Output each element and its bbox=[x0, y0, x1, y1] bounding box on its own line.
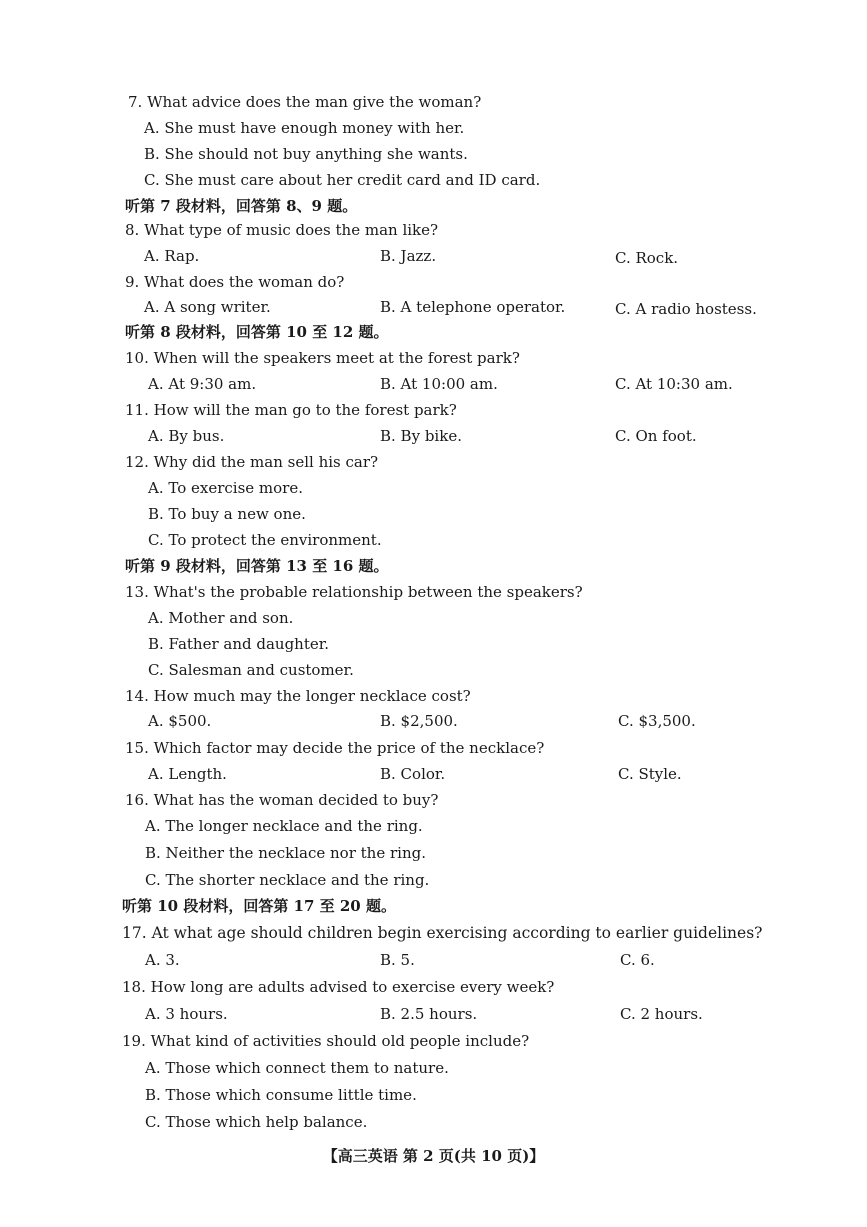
question-stem: 7. What advice does the man give the woman? bbox=[128, 93, 482, 111]
question-stem: 10. When will the speakers meet at the forest park? bbox=[125, 349, 520, 367]
option-b: B. Neither the necklace nor the ring. bbox=[145, 844, 426, 862]
section-header: 听第 7 段材料，回答第 8、9 题。 bbox=[125, 197, 358, 215]
option-a: A. The longer necklace and the ring. bbox=[145, 817, 423, 835]
option-c: C. $3,500. bbox=[618, 712, 696, 730]
question-stem: 11. How will the man go to the forest park? bbox=[125, 401, 457, 419]
option-c: C. The shorter necklace and the ring. bbox=[145, 871, 430, 889]
option-b: B. By bike. bbox=[380, 427, 462, 445]
option-c: C. A radio hostess. bbox=[615, 300, 757, 318]
section-header: 听第 9 段材料，回答第 13 至 16 题。 bbox=[125, 557, 389, 575]
option-b: B. To buy a new one. bbox=[148, 505, 306, 523]
option-c: C. Style. bbox=[618, 765, 682, 783]
option-c: C. To protect the environment. bbox=[148, 531, 382, 549]
question-stem: 12. Why did the man sell his car? bbox=[125, 453, 379, 471]
option-a: A. By bus. bbox=[148, 427, 225, 445]
option-a: A. Mother and son. bbox=[148, 609, 294, 627]
option-c: C. At 10:30 am. bbox=[615, 375, 733, 393]
section-header: 听第 8 段材料，回答第 10 至 12 题。 bbox=[125, 323, 389, 341]
option-b: B. $2,500. bbox=[380, 712, 458, 730]
option-b: B. A telephone operator. bbox=[380, 298, 566, 316]
option-a: A. $500. bbox=[148, 712, 212, 730]
option-c: C. Rock. bbox=[615, 249, 679, 267]
option-c: C. Those which help balance. bbox=[145, 1113, 368, 1131]
question-stem: 9. What does the woman do? bbox=[125, 273, 345, 291]
question-stem: 17. At what age should children begin exercising according to earlier guidelines? bbox=[122, 924, 763, 942]
option-b: B. 2.5 hours. bbox=[380, 1005, 478, 1023]
option-a: A. She must have enough money with her. bbox=[144, 119, 465, 137]
option-b: B. Jazz. bbox=[380, 247, 437, 265]
option-b: B. Those which consume little time. bbox=[145, 1086, 417, 1104]
option-b: B. 5. bbox=[380, 951, 415, 969]
option-a: A. A song writer. bbox=[144, 298, 271, 316]
question-stem: 19. What kind of activities should old people include? bbox=[122, 1032, 530, 1050]
option-a: A. 3 hours. bbox=[145, 1005, 228, 1023]
option-a: A. To exercise more. bbox=[148, 479, 304, 497]
option-b: B. At 10:00 am. bbox=[380, 375, 498, 393]
option-b: B. Color. bbox=[380, 765, 446, 783]
option-b: B. She should not buy anything she wants. bbox=[144, 145, 468, 163]
option-c: C. She must care about her credit card and ID card. bbox=[144, 171, 541, 189]
question-stem: 15. Which factor may decide the price of the necklace? bbox=[125, 739, 545, 757]
option-a: A. Those which connect them to nature. bbox=[145, 1059, 449, 1077]
option-c: C. 2 hours. bbox=[620, 1005, 703, 1023]
question-stem: 13. What's the probable relationship between the speakers? bbox=[125, 583, 583, 601]
option-a: A. Length. bbox=[148, 765, 227, 783]
section-header: 听第 10 段材料，回答第 17 至 20 题。 bbox=[122, 897, 396, 915]
option-b: B. Father and daughter. bbox=[148, 635, 330, 653]
question-stem: 16. What has the woman decided to buy? bbox=[125, 791, 439, 809]
question-stem: 18. How long are adults advised to exercise every week? bbox=[122, 978, 555, 996]
option-a: A. At 9:30 am. bbox=[148, 375, 257, 393]
question-stem: 8. What type of music does the man like? bbox=[125, 221, 439, 239]
option-a: A. Rap. bbox=[144, 247, 200, 265]
option-a: A. 3. bbox=[145, 951, 180, 969]
option-c: C. On foot. bbox=[615, 427, 697, 445]
option-c: C. 6. bbox=[620, 951, 655, 969]
question-stem: 14. How much may the longer necklace cost? bbox=[125, 687, 471, 705]
option-c: C. Salesman and customer. bbox=[148, 661, 354, 679]
page-footer: 【高三英语 第 2 页(共 10 页)】 bbox=[322, 1147, 545, 1165]
